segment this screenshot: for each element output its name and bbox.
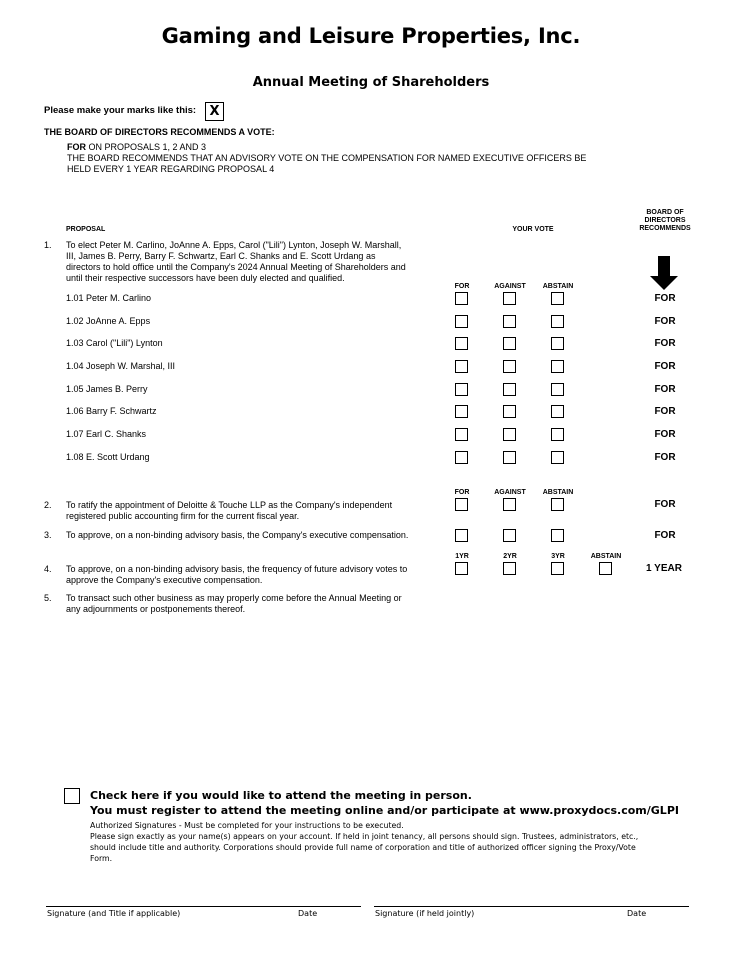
abstain-column-heading: ABSTAIN — [542, 283, 574, 290]
proposal-4-1yr-checkbox[interactable] — [455, 562, 468, 575]
proposal-2-against-checkbox[interactable] — [503, 498, 516, 511]
down-arrow-icon — [658, 256, 670, 276]
proposal-5-text — [66, 593, 438, 615]
for-column-heading: FOR — [454, 489, 470, 496]
proposal-2-recommendation: FOR — [654, 499, 676, 510]
proposal-1-text — [66, 240, 438, 284]
against-column-heading: AGAINST — [494, 283, 526, 290]
proposal-4-number: 4. — [44, 564, 52, 574]
nominee-8-against-checkbox[interactable] — [503, 451, 516, 464]
nominee-6-against-checkbox[interactable] — [503, 405, 516, 418]
2yr-column-heading: 2YR — [503, 553, 517, 560]
proposal-5-number: 5. — [44, 593, 52, 603]
marks-instruction: Please make your marks like this: — [44, 105, 197, 116]
signature-2-label: Signature (if held jointly) — [375, 909, 475, 918]
marks-example-box: X — [205, 102, 224, 121]
proposal-4-line: To approve, on a non-binding advisory basis, the frequency of future advisory votes to — [66, 564, 408, 574]
your-vote-column-heading: YOUR VOTE — [512, 226, 554, 233]
proposal-2-text — [66, 500, 438, 522]
proposal-3-for-checkbox[interactable] — [455, 529, 468, 542]
board-rec-line-2: DIRECTORS — [644, 217, 686, 224]
proposal-4-2yr-checkbox[interactable] — [503, 562, 516, 575]
nominee-8-recommendation: FOR — [654, 452, 676, 463]
signature-1-label: Signature (and Title if applicable) — [47, 909, 181, 918]
date-1-label: Date — [298, 909, 318, 918]
nominee-1-for-checkbox[interactable] — [455, 292, 468, 305]
nominee-2-abstain-checkbox[interactable] — [551, 315, 564, 328]
nominee-7-abstain-checkbox[interactable] — [551, 428, 564, 441]
proposal-5-line: any adjournments or postponements thereof. — [66, 604, 246, 614]
nominee-5-abstain-checkbox[interactable] — [551, 383, 564, 396]
nominee-4-against-checkbox[interactable] — [503, 360, 516, 373]
3yr-column-heading: 3YR — [551, 553, 565, 560]
nominee-label: 1.05 James B. Perry — [66, 384, 148, 394]
auth-line: Form. — [90, 854, 113, 863]
nominee-8-abstain-checkbox[interactable] — [551, 451, 564, 464]
attend-in-person-label: Check here if you would like to attend the meeting in person. — [90, 789, 472, 802]
page-subtitle: Annual Meeting of Shareholders — [252, 75, 490, 90]
proposal-2-abstain-checkbox[interactable] — [551, 498, 564, 511]
auth-line: Please sign exactly as your name(s) appears on your account. If held in joint tenancy, all persons should sign. Trustees, administrators, etc., — [90, 832, 639, 841]
for-column-heading: FOR — [454, 283, 470, 290]
auth-line: should include title and authority. Corporations should provide full name of corporation and title of authorized officer signing the Proxy/Vote — [90, 843, 636, 852]
proposal-2-number: 2. — [44, 500, 52, 510]
nominee-2-recommendation: FOR — [654, 316, 676, 327]
nominee-1-recommendation: FOR — [654, 293, 676, 304]
page-title: Gaming and Leisure Properties, Inc. — [161, 24, 581, 48]
attend-in-person-checkbox[interactable] — [64, 788, 80, 804]
proposal-2-line: To ratify the appointment of Deloitte & Touche LLP as the Company's independent — [66, 500, 393, 510]
nominee-1-against-checkbox[interactable] — [503, 292, 516, 305]
nominee-label: 1.03 Carol ("Lili") Lynton — [66, 338, 163, 348]
authorized-signatures-text — [90, 820, 665, 864]
nominee-5-recommendation: FOR — [654, 384, 676, 395]
proposal-1-line: III, James B. Perry, Barry F. Schwartz, Earl C. Shanks and E. Scott Urdang as — [66, 251, 376, 261]
nominee-1-abstain-checkbox[interactable] — [551, 292, 564, 305]
proposal-3-against-checkbox[interactable] — [503, 529, 516, 542]
board-line-2: THE BOARD RECOMMENDS THAT AN ADVISORY VOTE ON THE COMPENSATION FOR NAMED EXECUTIVE OFFICERS BE — [67, 153, 587, 163]
proposal-3-number: 3. — [44, 530, 52, 540]
nominee-7-for-checkbox[interactable] — [455, 428, 468, 441]
board-for-rest: ON PROPOSALS 1, 2 AND 3 — [86, 142, 207, 152]
proposal-4-text — [66, 564, 438, 586]
proposal-4-line: approve the Company's executive compensation. — [66, 575, 263, 585]
proposal-1-line: directors to hold office until the Company's 2024 Annual Meeting of Shareholders and — [66, 262, 406, 272]
proposal-4-3yr-checkbox[interactable] — [551, 562, 564, 575]
nominee-8-for-checkbox[interactable] — [455, 451, 468, 464]
nominee-3-against-checkbox[interactable] — [503, 337, 516, 350]
proposal-5-line: To transact such other business as may properly come before the Annual Meeting or — [66, 593, 402, 603]
nominee-4-abstain-checkbox[interactable] — [551, 360, 564, 373]
nominee-2-against-checkbox[interactable] — [503, 315, 516, 328]
proposal-3-line: To approve, on a non-binding advisory basis, the Company's executive compensation. — [66, 530, 409, 540]
auth-line: Authorized Signatures - Must be completed for your instructions to be executed. — [90, 821, 404, 830]
nominee-3-for-checkbox[interactable] — [455, 337, 468, 350]
nominee-6-recommendation: FOR — [654, 406, 676, 417]
board-recommends-column-heading — [630, 209, 700, 233]
nominee-4-recommendation: FOR — [654, 361, 676, 372]
nominee-label: 1.02 JoAnne A. Epps — [66, 316, 151, 326]
nominee-label: 1.01 Peter M. Carlino — [66, 293, 152, 303]
proposal-4-recommendation: 1 YEAR — [646, 563, 682, 574]
nominee-label: 1.06 Barry F. Schwartz — [66, 406, 157, 416]
nominee-3-abstain-checkbox[interactable] — [551, 337, 564, 350]
nominee-6-for-checkbox[interactable] — [455, 405, 468, 418]
proposal-column-heading: PROPOSAL — [66, 226, 106, 233]
proposal-3-abstain-checkbox[interactable] — [551, 529, 564, 542]
1yr-column-heading: 1YR — [455, 553, 469, 560]
proposal-4-abstain-checkbox[interactable] — [599, 562, 612, 575]
board-recommendation-text — [67, 142, 707, 175]
board-recommendation-heading: THE BOARD OF DIRECTORS RECOMMENDS A VOTE: — [44, 127, 275, 137]
date-2-label: Date — [627, 909, 647, 918]
nominee-4-for-checkbox[interactable] — [455, 360, 468, 373]
board-for-word: FOR — [67, 142, 86, 152]
proposal-1-line: until their respective successors have been duly elected and qualified. — [66, 273, 345, 283]
nominee-3-recommendation: FOR — [654, 338, 676, 349]
down-arrow-icon-head — [650, 276, 678, 290]
board-line-3: HELD EVERY 1 YEAR REGARDING PROPOSAL 4 — [67, 164, 275, 174]
proposal-2-for-checkbox[interactable] — [455, 498, 468, 511]
proposal-1-number: 1. — [44, 240, 52, 250]
nominee-label: 1.08 E. Scott Urdang — [66, 452, 150, 462]
nominee-2-for-checkbox[interactable] — [455, 315, 468, 328]
nominee-label: 1.04 Joseph W. Marshal, III — [66, 361, 176, 371]
nominee-7-against-checkbox[interactable] — [503, 428, 516, 441]
proposal-2-line: registered public accounting firm for the current fiscal year. — [66, 511, 300, 521]
abstain-column-heading: ABSTAIN — [590, 553, 622, 560]
proposal-1-line: To elect Peter M. Carlino, JoAnne A. Epps, Carol ("Lili") Lynton, Joseph W. Marshall, — [66, 240, 402, 250]
nominee-6-abstain-checkbox[interactable] — [551, 405, 564, 418]
board-rec-line-3: RECOMMENDS — [639, 225, 691, 232]
nominee-label: 1.07 Earl C. Shanks — [66, 429, 147, 439]
signature-line-1[interactable] — [46, 906, 361, 907]
proposal-3-recommendation: FOR — [654, 530, 676, 541]
nominee-5-for-checkbox[interactable] — [455, 383, 468, 396]
proposal-3-text — [66, 530, 438, 541]
nominee-7-recommendation: FOR — [654, 429, 676, 440]
abstain-column-heading: ABSTAIN — [542, 489, 574, 496]
signature-line-2[interactable] — [374, 906, 689, 907]
board-rec-line-1: BOARD OF — [646, 209, 684, 216]
against-column-heading: AGAINST — [494, 489, 526, 496]
nominee-5-against-checkbox[interactable] — [503, 383, 516, 396]
register-online-notice: You must register to attend the meeting online and/or participate at www.proxydocs.com/GLPI — [90, 804, 679, 817]
